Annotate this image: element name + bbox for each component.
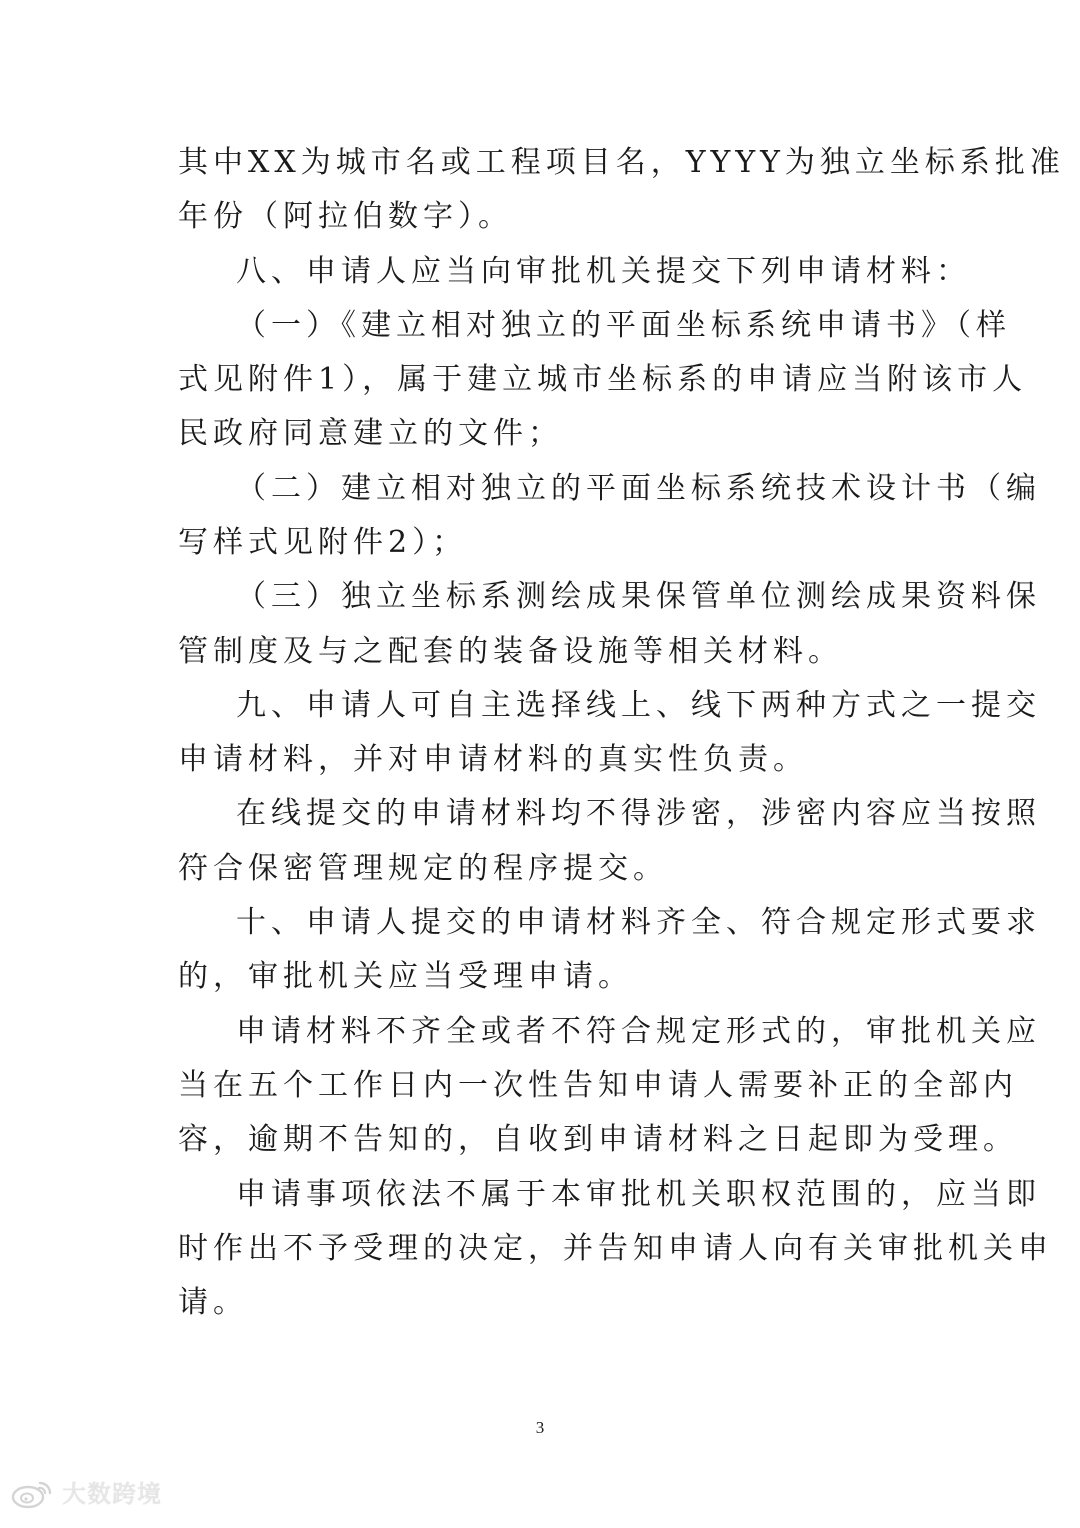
text-line: 申请事项依法不属于本审批机关职权范围的，应当即 — [236, 1177, 1041, 1212]
text-line: 的，审批机关应当受理申请。 — [178, 959, 633, 994]
watermark-text: 大数跨境 — [62, 1480, 162, 1508]
text-line: 时作出不予受理的决定，并告知申请人向有关审批机关申 — [178, 1231, 1053, 1266]
text-line: 十、申请人提交的申请材料齐全、符合规定形式要求 — [236, 905, 1041, 940]
text-line: 民政府同意建立的文件； — [178, 416, 563, 451]
text-line: 在线提交的申请材料均不得涉密，涉密内容应当按照 — [236, 796, 1041, 831]
text-line: 九、申请人可自主选择线上、线下两种方式之一提交 — [236, 688, 1041, 723]
text-line: 年份（阿拉伯数字）。 — [178, 199, 513, 234]
text-line: 符合保密管理规定的程序提交。 — [178, 851, 668, 886]
text-line: 式见附件1），属于建立城市坐标系的申请应当附该市人 — [178, 362, 1028, 397]
text-line: 管制度及与之配套的装备设施等相关材料。 — [178, 634, 843, 669]
text-line: （二）建立相对独立的平面坐标系统技术设计书（编 — [236, 471, 1041, 506]
text-line: 写样式见附件2）； — [178, 525, 468, 560]
text-line: 申请材料，并对申请材料的真实性负责。 — [178, 742, 808, 777]
page-number: 3 — [535, 1418, 545, 1437]
text-line: 申请材料不齐全或者不符合规定形式的，审批机关应 — [236, 1014, 1041, 1049]
text-line: 其中XX为城市名或工程项目名，YYYY为独立坐标系批准 — [178, 145, 1065, 180]
text-line: （一）《建立相对独立的平面坐标系统申请书》（样 — [236, 308, 1011, 343]
text-line: 当在五个工作日内一次性告知申请人需要补正的全部内 — [178, 1068, 1018, 1103]
watermark — [10, 1476, 162, 1512]
weibo-logo-icon — [10, 1478, 54, 1510]
text-line: （三）独立坐标系测绘成果保管单位测绘成果资料保 — [236, 579, 1041, 614]
text-line: 请。 — [178, 1285, 248, 1320]
text-line: 容，逾期不告知的，自收到申请材料之日起即为受理。 — [178, 1122, 1018, 1157]
text-line: 八、申请人应当向审批机关提交下列申请材料： — [236, 254, 971, 289]
